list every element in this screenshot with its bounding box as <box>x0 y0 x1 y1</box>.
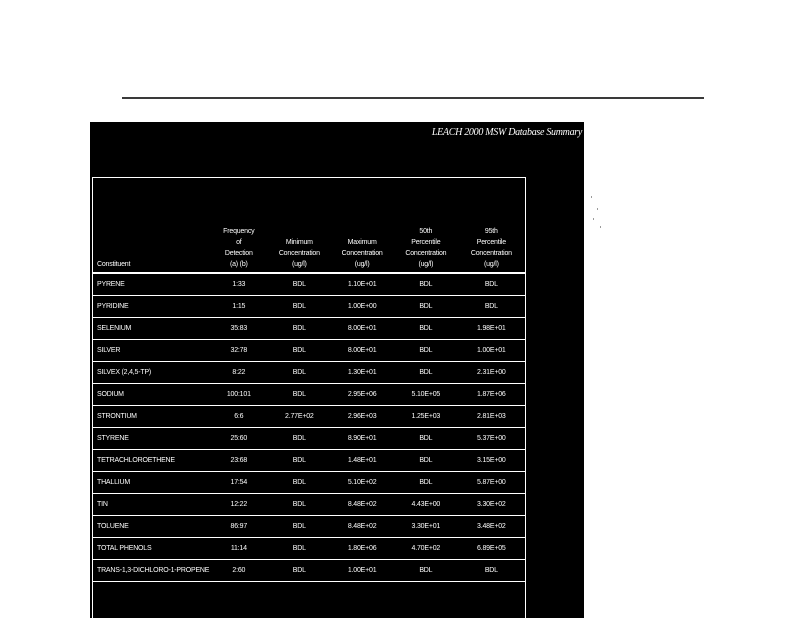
cell-frequency: 11:14 <box>209 538 268 560</box>
cell-minimum: BDL <box>268 516 330 538</box>
cell-maximum: 1.00E+01 <box>330 560 394 582</box>
cell-frequency: 1:33 <box>209 273 268 296</box>
cell-maximum: 8.48E+02 <box>330 494 394 516</box>
cell-p50: 4.70E+02 <box>394 538 458 560</box>
cell-constituent: SODIUM <box>93 384 209 406</box>
cell-p50: 4.43E+00 <box>394 494 458 516</box>
cell-p95: 1.00E+01 <box>458 340 525 362</box>
table-row <box>93 516 525 538</box>
cell-maximum: 8.00E+01 <box>330 318 394 340</box>
cell-maximum: 2.95E+06 <box>330 384 394 406</box>
table-row <box>93 538 525 560</box>
data-table <box>93 178 525 582</box>
cell-frequency: 17:54 <box>209 472 268 494</box>
cell-maximum: 8.90E+01 <box>330 428 394 450</box>
cell-constituent: SILVEX (2,4,5-TP) <box>93 362 209 384</box>
table-row <box>93 450 525 472</box>
table-frame <box>92 177 526 618</box>
cell-p95: 3.48E+02 <box>458 516 525 538</box>
cell-frequency: 23:68 <box>209 450 268 472</box>
cell-frequency: 6:6 <box>209 406 268 428</box>
column-header-frequency: Frequency of Detection (a) (b) <box>209 178 268 273</box>
cell-minimum: BDL <box>268 296 330 318</box>
cell-p95: 2.81E+03 <box>458 406 525 428</box>
top-rule <box>122 97 704 99</box>
cell-p95: 5.87E+00 <box>458 472 525 494</box>
cell-frequency: 1:15 <box>209 296 268 318</box>
cell-frequency: 2:60 <box>209 560 268 582</box>
cell-p50: BDL <box>394 428 458 450</box>
cell-p50: BDL <box>394 472 458 494</box>
cell-minimum: BDL <box>268 450 330 472</box>
cell-frequency: 35:83 <box>209 318 268 340</box>
cell-frequency: 100:101 <box>209 384 268 406</box>
table-row <box>93 362 525 384</box>
cell-minimum: BDL <box>268 340 330 362</box>
cell-minimum: BDL <box>268 560 330 582</box>
table-row <box>93 318 525 340</box>
cell-frequency: 8:22 <box>209 362 268 384</box>
cell-constituent: TOLUENE <box>93 516 209 538</box>
cell-p50: BDL <box>394 318 458 340</box>
cell-p95: 3.30E+02 <box>458 494 525 516</box>
cell-frequency: 12:22 <box>209 494 268 516</box>
cell-constituent: THALLIUM <box>93 472 209 494</box>
table-row <box>93 560 525 582</box>
cell-minimum: BDL <box>268 428 330 450</box>
cell-minimum: BDL <box>268 318 330 340</box>
cell-minimum: 2.77E+02 <box>268 406 330 428</box>
cell-maximum: 8.48E+02 <box>330 516 394 538</box>
cell-constituent: PYRENE <box>93 273 209 296</box>
column-header-p50: 50th Percentile Concentration (ug/l) <box>394 178 458 273</box>
cell-p50: 5.10E+05 <box>394 384 458 406</box>
column-header-maximum: Maximum Concentration (ug/l) <box>330 178 394 273</box>
cell-minimum: BDL <box>268 362 330 384</box>
table-row <box>93 472 525 494</box>
cell-maximum: 2.96E+03 <box>330 406 394 428</box>
cell-frequency: 25:60 <box>209 428 268 450</box>
cell-p95: 2.31E+00 <box>458 362 525 384</box>
cell-constituent: TIN <box>93 494 209 516</box>
cell-constituent: TETRACHLOROETHENE <box>93 450 209 472</box>
cell-p95: 1.98E+01 <box>458 318 525 340</box>
cell-constituent: TOTAL PHENOLS <box>93 538 209 560</box>
cell-p95: 1.87E+06 <box>458 384 525 406</box>
table-row <box>93 340 525 362</box>
cell-p95: BDL <box>458 560 525 582</box>
table-row <box>93 428 525 450</box>
column-header-p95: 95th Percentile Concentration (ug/l) <box>458 178 525 273</box>
cell-minimum: BDL <box>268 384 330 406</box>
table-row <box>93 406 525 428</box>
cell-p50: BDL <box>394 362 458 384</box>
cell-p50: BDL <box>394 450 458 472</box>
cell-p50: BDL <box>394 273 458 296</box>
cell-maximum: 1.10E+01 <box>330 273 394 296</box>
table-row <box>93 384 525 406</box>
cell-minimum: BDL <box>268 494 330 516</box>
cell-maximum: 1.48E+01 <box>330 450 394 472</box>
cell-constituent: SELENIUM <box>93 318 209 340</box>
cell-constituent: PYRIDINE <box>93 296 209 318</box>
cell-p95: 6.89E+05 <box>458 538 525 560</box>
cell-p50: 1.25E+03 <box>394 406 458 428</box>
cell-maximum: 1.30E+01 <box>330 362 394 384</box>
cell-constituent: STYRENE <box>93 428 209 450</box>
cell-p95: BDL <box>458 296 525 318</box>
cell-maximum: 5.10E+02 <box>330 472 394 494</box>
cell-p50: BDL <box>394 560 458 582</box>
cell-minimum: BDL <box>268 273 330 296</box>
cell-maximum: 8.00E+01 <box>330 340 394 362</box>
table-row <box>93 494 525 516</box>
cell-p50: BDL <box>394 340 458 362</box>
cell-constituent: TRANS-1,3-DICHLORO-1-PROPENE <box>93 560 209 582</box>
column-header-constituent: Constituent <box>93 178 209 273</box>
cell-constituent: SILVER <box>93 340 209 362</box>
cell-minimum: BDL <box>268 472 330 494</box>
cell-p95: BDL <box>458 273 525 296</box>
table-body <box>93 273 525 582</box>
cell-constituent: STRONTIUM <box>93 406 209 428</box>
cell-frequency: 86:97 <box>209 516 268 538</box>
cell-p95: 5.37E+00 <box>458 428 525 450</box>
column-header-minimum: Minimum Concentration (ug/l) <box>268 178 330 273</box>
cell-maximum: 1.00E+00 <box>330 296 394 318</box>
table-header-row <box>93 178 525 273</box>
cell-frequency: 32:78 <box>209 340 268 362</box>
cell-p95: 3.15E+00 <box>458 450 525 472</box>
document-header: LEACH 2000 MSW Database Summary <box>431 127 582 138</box>
table-row <box>93 273 525 296</box>
cell-minimum: BDL <box>268 538 330 560</box>
table-row <box>93 296 525 318</box>
cell-p50: BDL <box>394 296 458 318</box>
cell-maximum: 1.80E+06 <box>330 538 394 560</box>
scan-noise <box>588 190 608 240</box>
scanned-page <box>90 122 584 618</box>
cell-p50: 3.30E+01 <box>394 516 458 538</box>
